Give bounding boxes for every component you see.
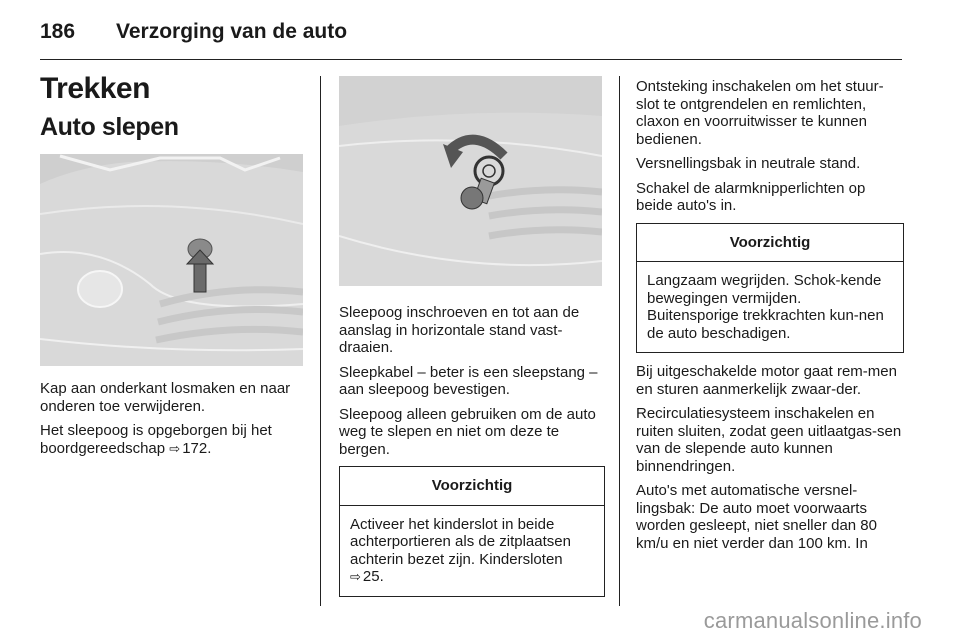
column-3 <box>636 72 904 559</box>
running-title: Verzorging van de auto <box>116 20 348 43</box>
caution-box <box>636 223 904 354</box>
caution-text: Activeer het kinderslot in beide achterportieren als de zitplaatsen achterin bezet zijn. Kindersloten <box>350 515 571 568</box>
caution-box <box>339 466 605 597</box>
paragraph: Auto's met automatische versnel-lingsbak: De auto moet voorwaarts worden gesleept, niet sneller dan 80 km/u en niet verder dan 100 km. In <box>636 482 877 552</box>
paragraph: Sleepkabel – beter is een sleepstang – aan sleepoog bevestigen. <box>339 363 598 398</box>
reference-page: 172. <box>182 439 212 457</box>
column-divider-left <box>320 76 321 606</box>
paragraph-with-reference <box>40 422 306 457</box>
watermark: carmanualsonline.info <box>703 608 922 633</box>
paragraph: Recirculatiesysteem inschakelen en ruiten sluiten, zodat geen uitlaatgas-sen van de slepende auto kunnen binnendringen. <box>636 405 902 475</box>
paragraph: Sleepoog inschroeven en tot aan de aanslag in horizontale stand vast-draaien. <box>339 304 580 356</box>
paragraph: Kap aan onderkant losmaken en naar onderen toe verwijderen. <box>40 380 291 415</box>
header-rule <box>40 59 902 60</box>
page-number: 186 <box>40 20 76 43</box>
caution-title: Voorzichtig <box>637 224 903 263</box>
caution-title: Voorzichtig <box>340 467 604 506</box>
caution-body: Langzaam wegrijden. Schok-kende bewegingen vermijden. Buitensporige trekkrachten kun-nen de auto beschadigen. <box>647 272 884 342</box>
paragraph: Sleepoog alleen gebruiken om de auto weg te slepen en niet om deze te bergen. <box>339 405 596 458</box>
column-1 <box>40 72 306 464</box>
paragraph: Ontsteking inschakelen om het stuur-slot te ontgrendelen en remlichten, claxon en voorruitwisser te kunnen bedienen. <box>636 78 884 148</box>
paragraph: Schakel de alarmknipperlichten op beide auto's in. <box>636 179 866 214</box>
tow-eye-drawing <box>339 76 602 286</box>
page-reference-icon: ⇨ <box>350 569 361 584</box>
page-reference-icon: ⇨ <box>169 440 181 456</box>
caution-body <box>340 506 604 596</box>
column-divider-right <box>619 76 620 606</box>
bumper-cover-illustration <box>40 154 303 366</box>
tow-eye-illustration <box>339 76 602 286</box>
column-2 <box>339 72 605 607</box>
page-header <box>40 14 902 60</box>
paragraph-text: Het sleepoog is opgeborgen bij het boordgereedschap <box>40 422 272 457</box>
paragraph: Versnellingsbak in neutrale stand. <box>636 155 861 172</box>
subsection-title: Auto slepen <box>40 113 179 141</box>
reference-page: 25. <box>362 568 384 585</box>
bumper-cover-drawing <box>40 154 303 366</box>
section-title: Trekken <box>40 72 150 105</box>
paragraph: Bij uitgeschakelde motor gaat rem-men en sturen aanmerkelijk zwaar-der. <box>636 363 897 398</box>
